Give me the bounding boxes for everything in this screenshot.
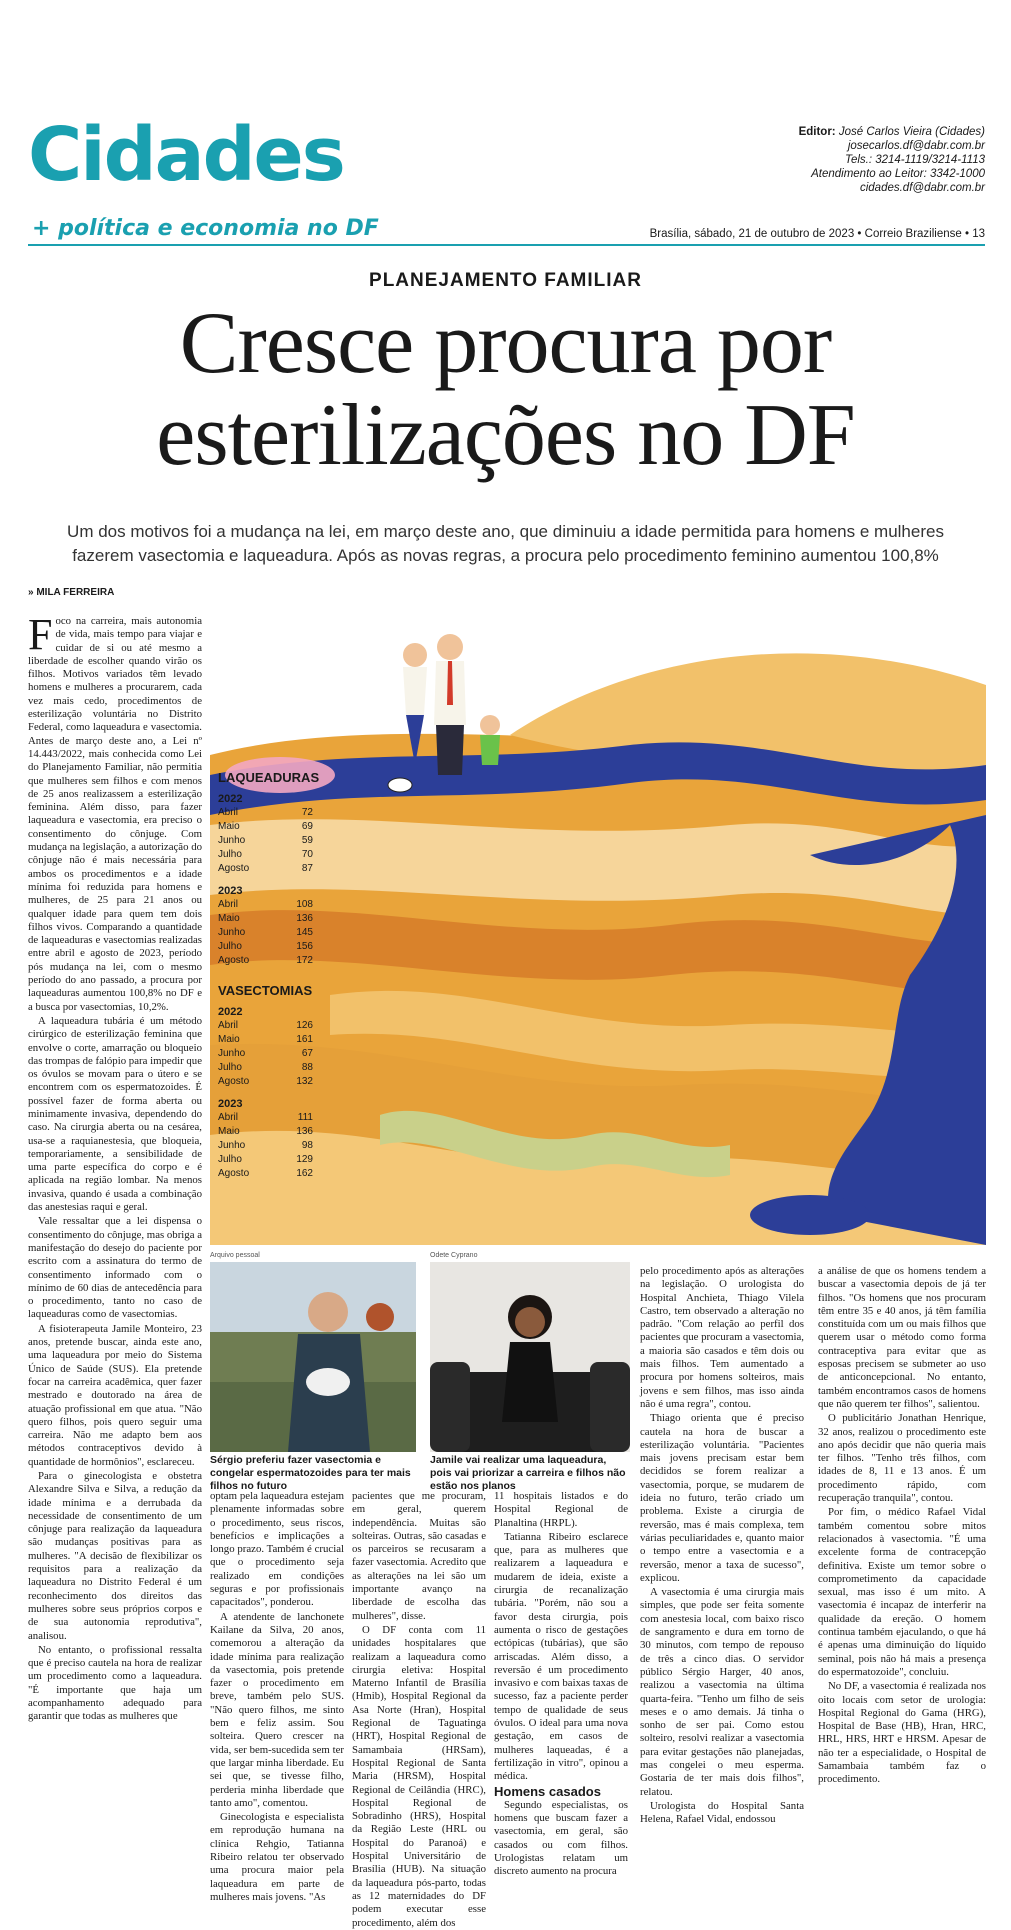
section-subtitle: + política e economia no DF <box>32 216 379 241</box>
month-cell: Abril <box>218 1112 239 1123</box>
value-cell: 59 <box>301 835 313 846</box>
value-cell: 72 <box>301 807 313 818</box>
table-row <box>218 899 313 913</box>
section-logo: Cidades <box>28 112 344 198</box>
photo-jamile-image <box>430 1262 630 1452</box>
paragraph: Por fim, o médico Rafael Vidal também comentou sobre mitos relacionados à vasectomia. "É uma excelente forma de contracepção definitiva. Existe um temor sobre o comprometimento da capacidade sexual, mas isso é um mito. A vasectomia é incapaz de interferir na qualidade da ereção. O homem continua também ejaculando, o que há é apenas uma diminuição do líquido seminal, pois não há mais a presença do espermatozoide", concluiu. <box>818 1506 986 1678</box>
table-row <box>218 849 313 863</box>
paragraph: Ginecologista e especialista em reprodução humana na clínica Rehgio, Tatianna Ribeiro relatou ter observado uma procura maior pela laqueadura em parte de mulheres mais jovens. "As <box>210 1811 344 1903</box>
paragraph: O publicitário Jonathan Henrique, 32 anos, realizou o procedimento este ano após decidir que não queria mais ter filhos. "Tenho três filhos, com idades de 8, 11 e 13 anos. É um procedimento rápido, com recuperação tranquila", contou. <box>818 1412 986 1505</box>
month-cell: Agosto <box>218 1168 250 1179</box>
photo1-caption: Sérgio preferiu fazer vasectomia e congelar espermatozoides para ter mais filhos no futuro <box>210 1454 411 1492</box>
editor-name: José Carlos Vieira (Cidades) <box>838 126 985 138</box>
month-cell: Maio <box>218 1034 240 1045</box>
value-cell: 162 <box>296 1168 313 1179</box>
paragraph: A vasectomia é uma cirurgia mais simples, que pode ser feita somente com anestesia local, com baixo risco de sangramento e dura em torno de 30 minutos, com tempo de repouso de três a cinco dias. O servidor público Sérgio Harger, 40 anos, realizou a vasectomia na última quarta-feira. "Tenho um filho de seis meses e o amo demais. Já tinha o sonho de ser pai. Como estou solteiro, resolvi realizar a vasectomia para evitar gestações não planejadas, mas congelei o meu esperma. Gostaria de ter mais dois filhos", relatou. <box>640 1586 804 1798</box>
value-cell: 88 <box>301 1062 313 1073</box>
dateline: Brasília, sábado, 21 de outubro de 2023 • Correio Braziliense • 13 <box>649 228 985 240</box>
month-cell: Julho <box>218 1154 242 1165</box>
value-cell: 172 <box>296 955 313 966</box>
paragraph: A fisioterapeuta Jamile Monteiro, 23 anos, pretende buscar, ainda este ano, uma laqueadura por meio do Sistema Único de Saúde (SUS). Ela pretende focar na carreira acadêmica, quer fazer mestrado e doutorado na área de atuação profissional em que atua. "Não quero filhos, pois quero seguir uma carreira. Não me adapto bem aos métodos contraceptivos devido à quantidade de hormônios", esclareceu. <box>28 1322 202 1468</box>
header-rule <box>28 244 985 246</box>
paragraph: optam pela laqueadura estejam plenamente informadas sobre o procedimento, seus riscos, benefícios e implicações a longo prazo. Também é crucial que o procedimento seja realizado em condições seguras e por profissionais capacitados", ponderou. <box>210 1490 344 1609</box>
value-cell: 145 <box>296 927 313 938</box>
dropcap: F <box>28 610 53 659</box>
kicker: PLANEJAMENTO FAMILIAR <box>369 270 642 291</box>
photo-sergio-image <box>210 1262 416 1452</box>
editor-email: josecarlos.df@dabr.com.br <box>847 140 985 152</box>
headline <box>0 295 1011 484</box>
value-cell: 70 <box>301 849 313 860</box>
column-3 <box>352 1490 486 1929</box>
month-cell: Junho <box>218 1140 246 1151</box>
section-email: cidades.df@dabr.com.br <box>859 182 985 194</box>
paragraph: Segundo especialistas, os homens que buscam fazer a vasectomia, em geral, são casados ou com filhos. Urologistas relatam um discreto aumento na procura <box>494 1798 628 1878</box>
table-year: 2022 <box>218 793 243 805</box>
month-cell: Maio <box>218 821 240 832</box>
column-2 <box>210 1490 344 1905</box>
headline-line-1: Cresce procura por <box>179 295 832 392</box>
table-row <box>218 1112 313 1126</box>
table-title: LAQUEADURAS <box>218 770 320 785</box>
paragraph: Vale ressaltar que a lei dispensa o consentimento do cônjuge, mas obriga a manifestação do desejo do paciente por escrito com a assinatura do termo de consentimento informado com o mínimo de 60 dias de antecedência para o procedimento, tanto no caso de laqueaduras como de vasectomias. <box>28 1215 202 1321</box>
headline-line-2: esterilizações no DF <box>156 387 855 484</box>
table-year: 2023 <box>218 885 243 897</box>
month-cell: Agosto <box>218 1076 250 1087</box>
column-4 <box>494 1490 628 1905</box>
table-row <box>218 821 313 835</box>
value-cell: 132 <box>296 1076 313 1087</box>
value-cell: 108 <box>296 899 313 910</box>
paragraph: A laqueadura tubária é um método cirúrgico de esterilização feminina que envolve o corte, amarração ou bloqueio das trompas de falópio para impedir que os óvulos se movam para o útero e se encontrem com os espermatozoides. É possível fazer de forma aberta ou minimamente invasiva, dependendo do caso. Na cirurgia aberta ou na cesárea, usa-se a raquianestesia, que bloqueia, temporariamente, a sensibilidade de uma parte específica do corpo e é aplicada na região lombar. Na menos invasiva, quando é usada a combinação das anestesias raqui e geral. <box>28 1014 202 1214</box>
paragraph: pelo procedimento após as alterações na legislação. O urologista do Hospital Anchieta, Thiago Vilela Castro, tem observado a alteração no padrão. "Com relação ao perfil dos pacientes que procuram a vasectomia, a maioria são casados e têm dois ou mais filhos. Tem aumentado a procura por homens solteiros, mais jovens e sem filhos, mas isso ainda não é uma regra", contou. <box>640 1265 804 1410</box>
month-cell: Maio <box>218 913 240 924</box>
paragraph: pacientes que me procuram, em geral, querem independência. Muitas são solteiras. Outras, são casadas e os parceiros se recusaram a fazer vasectomia. Acredito que as alterações na lei são um importante avanço na liberdade de escolha das mulheres", disse. <box>352 1490 486 1622</box>
paragraph: Para o ginecologista e obstetra Alexandre Silva e Silva, a redução da idade mínima e a derrubada da necessidade de consentimento de um cônjuge para realização da laqueadura são mudanças positivas para as mulheres. "A decisão de flexibilizar os requisitos para a realização da laqueadura no Distrito Federal é um reconhecimento dos direitos das mulheres sobre seus próprios corpos e de sua autonomia reprodutiva", analisou. <box>28 1470 202 1642</box>
paragraph: No entanto, o profissional ressalta que é preciso cautela na hora de realizar um procedimento como a laqueadura. "É importante que haja um acompanhamento adequado para garantir que todas as mulheres que <box>28 1643 202 1723</box>
table-row <box>218 1048 313 1062</box>
value-cell: 126 <box>296 1020 313 1031</box>
column-6 <box>818 1265 986 1905</box>
table-row <box>218 1154 313 1168</box>
subhead-homens-casados: Homens casados <box>494 1783 601 1799</box>
byline: » MILA FERREIRA <box>28 587 115 598</box>
table-row <box>218 927 313 941</box>
photo-sergio <box>210 1262 416 1452</box>
table-row <box>218 1020 313 1034</box>
month-cell: Junho <box>218 1048 246 1059</box>
table-row <box>218 955 313 969</box>
paragraph: O DF conta com 11 unidades hospitalares que realizam a laqueadura como cirurgia eletiva: Hospital Materno Infantil de Brasília (Hmib), Hospital Regional da Asa Norte (Hran), Hospital Regional de Taguatinga (HRT), Hospital Regional de Samambaia (HRSam), Hospital Regional de Santa Maria (HRSM), Hospital Regional de Ceilândia (HRC), Hospital Regional de Sobradinho (HRS), Hospital da Região Leste (HRL ou Hospital do Paranoá) e Hospital Universitário de Brasília (HUB). Na situação da laqueadura pós-parto, todas as 12 maternidades do DF podem executar esse procedimento, além dos <box>352 1623 486 1929</box>
value-cell: 156 <box>296 941 313 952</box>
paragraph: Thiago orienta que é preciso cautela na hora de buscar a esterilização voluntária. "Pacientes mais jovens precisam estar bem decididos se forem realizar a vasectomia, porque, se mudarem de ideia no futuro, terão criado um problema. Existe a cirurgia de reversão, mas é mais complexa, tem várias peculiaridades e, quanto maior o tempo entre a vasectomia e a reversão, menor a taxa de sucesso", explicou. <box>640 1412 804 1584</box>
month-cell: Agosto <box>218 955 250 966</box>
phone-numbers: Tels.: 3214-1119/3214-1113 <box>844 154 985 166</box>
month-cell: Abril <box>218 1020 239 1031</box>
value-cell: 98 <box>301 1140 313 1151</box>
table-row <box>218 1140 313 1154</box>
value-cell: 136 <box>296 913 313 924</box>
month-cell: Julho <box>218 849 242 860</box>
column-5 <box>640 1265 804 1905</box>
month-cell: Abril <box>218 899 239 910</box>
month-cell: Maio <box>218 1126 240 1137</box>
month-cell: Julho <box>218 1062 242 1073</box>
paragraph: A atendente de lanchonete Kailane da Silva, 20 anos, comemorou a alteração da idade mínima para realização da vasectomia, pois pretende fazer o procedimento em breve, também pelo SUS. "Não quero filhos, me sinto bem e feliz assim. Sou solteira. Quero crescer na vida, ser bem-sucedida sem ter que largar minha liberdade. Eu sei que, se tivesse filho, perderia minha liberdade que tanto amo", comentou. <box>210 1610 344 1809</box>
editor-label: Editor: <box>798 126 836 138</box>
value-cell: 129 <box>296 1154 313 1165</box>
table-row <box>218 1126 313 1140</box>
value-cell: 136 <box>296 1126 313 1137</box>
month-cell: Junho <box>218 927 246 938</box>
value-cell: 87 <box>301 863 313 874</box>
month-cell: Abril <box>218 807 239 818</box>
table-row <box>218 941 313 955</box>
paragraph: 11 hospitais listados e do Hospital Regional de Planaltina (HRPL). <box>494 1490 628 1529</box>
stats-table <box>218 770 356 1182</box>
paragraph: No DF, a vasectomia é realizada nos oito locais com setor de urologia: Hospital Regional do Gama (HRG), Hospital de Base (HB), Hran, HRC, HRL, HRS, HRT e HRSM. Apesar de não ter a especialidade, o Hospital de Samambaia também faz o procedimento. <box>818 1680 986 1786</box>
table-row <box>218 1168 313 1182</box>
table-row <box>218 1076 313 1090</box>
paragraph: Tatianna Ribeiro esclarece que, para as mulheres que realizarem a laqueadura e mudarem de ideia, existe a cirurgia de recanalização tubária. "Porém, não sou a favor desta cirurgia, pois aumenta o risco de gestações ectópicas (tubárias), que são arriscadas. Além disso, a reversão é um procedimento invasivo e com baixas taxas de sucesso, faz a paciente perder tempo de qualidade de seus óvulos. O ideal para uma nova gestação, em casos de mulheres laqueadas, é a fertilização in vitro", opinou a médica. <box>494 1530 628 1783</box>
table-year: 2022 <box>218 1006 243 1018</box>
paragraph: a análise de que os homens tendem a buscar a vasectomia depois de já ter filhos. "Os homens que nos procuram têm entre 35 e 40 anos, já têm família constituída com um ou mais filhos que querem usar o método como forma contraceptiva para evitar que as esposas precisem se submeter ao uso de anticoncepcional. No entanto, também encontramos casos de homens que não querem ter filhos", salientou. <box>818 1265 986 1410</box>
table-row <box>218 913 313 927</box>
photo2-credit: Odete Cyprano <box>430 1252 478 1259</box>
month-cell: Junho <box>218 835 246 846</box>
editor-box <box>799 125 985 195</box>
month-cell: Agosto <box>218 863 250 874</box>
table-year: 2023 <box>218 1098 243 1110</box>
value-cell: 67 <box>301 1048 313 1059</box>
reader-service: Atendimento ao Leitor: 3342-1000 <box>811 168 985 180</box>
deck: Um dos motivos foi a mudança na lei, em março deste ano, que diminuiu a idade permitida para homens e mulheres fazerem vasectomia e laqueadura. Após as novas regras, a procura pelo procedimento feminino aumentou 100,8% <box>67 522 944 565</box>
paragraph-lead: Foco na carreira, mais autonomia de vida, mais tempo para viajar e cuidar de si ou até mesmo a liberdade de escolher quando virão os filhos. Motivos variados têm levado homens e mulheres a procurarem, cada vez mais cedo, procedimentos de esterilização voluntária no Distrito Federal, como laqueadura e vasectomia. Antes de março deste ano, a Lei nº 14.443/2022, mais conhecida como Lei do Planejamento Familiar, não permitia que mulheres sem filhos e com menos de 25 anos realizassem a esterilização feminina. Além disso, para fazer laqueadura e vasectomia, era preciso o consentimento do cônjuge. Com mudança na legislação, a autorização do cônjuge não é mais necessária para ambos os procedimentos e a idade mínima foi reduzida para homens e mulheres, de 25 para 21 anos ou qualquer idade para quem tem dois filhos vivos. Comparando a quantidade de laqueaduras e vasectomias realizadas entre abril e agosto de 2023, período pós mudança na lei, com o mesmo período do ano passado, a procura por laqueaduras aumentou 100,8% no DF e a busca por vasectomias, 10,2%. <box>28 610 202 1013</box>
value-cell: 69 <box>301 821 313 832</box>
table-row <box>218 835 313 849</box>
table-row <box>218 807 313 821</box>
value-cell: 161 <box>296 1034 313 1045</box>
table-row <box>218 1034 313 1048</box>
photo2-caption: Jamile vai realizar uma laqueadura, pois vai priorizar a carreira e filhos não estão nos planos <box>430 1454 626 1492</box>
table-row <box>218 1062 313 1076</box>
photo-jamile <box>430 1262 630 1452</box>
table-row <box>218 863 313 877</box>
column-1 <box>28 610 202 1905</box>
value-cell: 111 <box>297 1112 313 1123</box>
month-cell: Julho <box>218 941 242 952</box>
photo1-credit: Arquivo pessoal <box>210 1252 260 1259</box>
table-title: VASECTOMIAS <box>218 983 313 998</box>
paragraph: Urologista do Hospital Santa Helena, Rafael Vidal, endossou <box>640 1799 804 1826</box>
